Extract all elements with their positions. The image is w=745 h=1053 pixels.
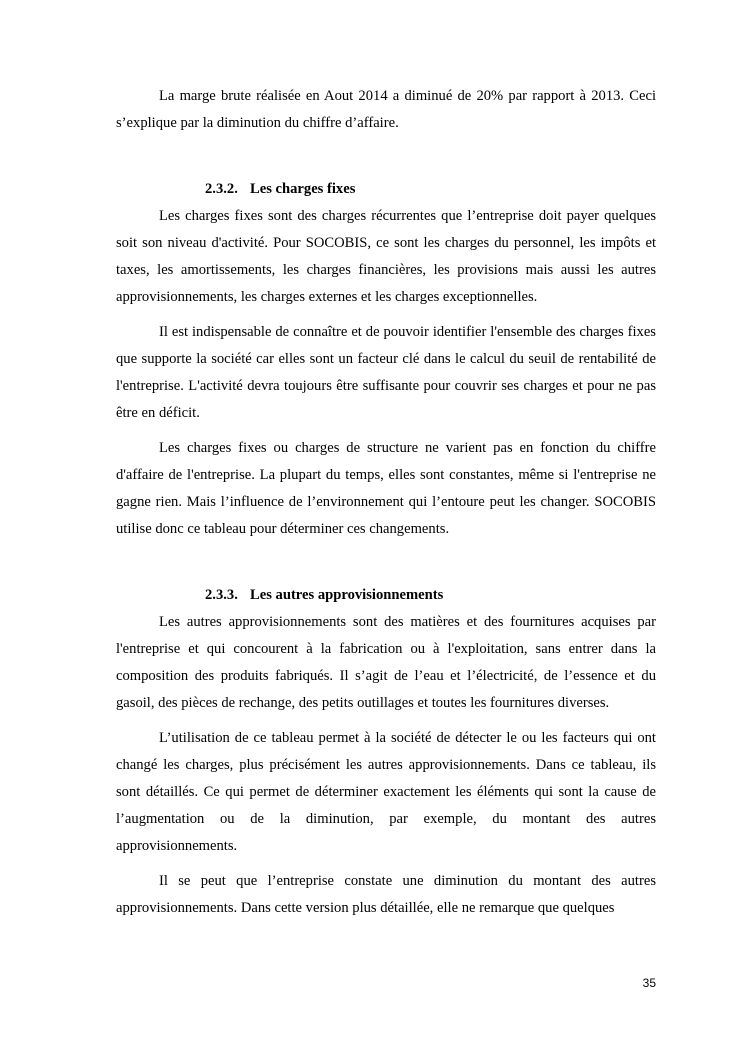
paragraph-gross-margin: La marge brute réalisée en Aout 2014 a diminué de 20% par rapport à 2013. Ceci s’explique par la diminution du chiffre d’affaire. [116, 88, 656, 131]
paragraph-spacer [116, 860, 656, 868]
paragraph-diminution-montant: Il se peut que l’entreprise constate une diminution du montant des autres approvisionnements. Dans cette version plus détaillée, elle ne remarque que quelques [116, 873, 656, 916]
section-title: Les autres approvisionnements [250, 587, 444, 603]
section-number: 2.3.3. [205, 587, 238, 603]
section-spacer [116, 137, 656, 176]
page-number: 35 [642, 976, 656, 990]
section-title: Les charges fixes [250, 181, 356, 197]
section-spacer [116, 543, 656, 582]
paragraph-approvisionnements-definition: Les autres approvisionnements sont des matières et des fournitures acquises par l'entreprise et qui concourent à la fabrication ou à l'exploitation, sans entrer dans la composition des produits fabriqués. Il s’agit de l’eau et l’électricité, de l’essence et du gasoil, des pièces de rechange, des petits outillages et toutes les fournitures diverses. [116, 614, 656, 711]
page-content [116, 83, 656, 922]
paragraph-spacer [116, 717, 656, 725]
section-number: 2.3.2. [205, 181, 238, 197]
paragraph-charges-fixes-definition: Les charges fixes sont des charges récurrentes que l’entreprise doit payer quelques soit son niveau d'activité. Pour SOCOBIS, ce sont les charges du personnel, les impôts et taxes, les amortissements, les charges financières, les provisions mais aussi les autres approvisionnements, les charges externes et les charges exceptionnelles. [116, 208, 656, 305]
paragraph-spacer [116, 311, 656, 319]
paragraph-charges-fixes-importance: Il est indispensable de connaître et de pouvoir identifier l'ensemble des charges fixes que supporte la société car elles sont un facteur clé dans le calcul du seuil de rentabilité de l'entreprise. L'activité devra toujours être suffisante pour couvrir ses charges et pour ne pas être en déficit. [116, 324, 656, 421]
paragraph-charges-structure: Les charges fixes ou charges de structure ne varient pas en fonction du chiffre d'affaire de l'entreprise. La plupart du temps, elles sont constantes, même si l'entreprise ne gagne rien. Mais l’influence de l’environnement qui l’entoure peut les changer. SOCOBIS utilise donc ce tableau pour déterminer ces changements. [116, 440, 656, 537]
paragraph-tableau-utilisation: L’utilisation de ce tableau permet à la société de détecter le ou les facteurs qui ont changé les charges, plus précisément les autres approvisionnements. Dans ce tableau, ils sont détaillés. Ce qui permet de déterminer exactement les éléments qui sont la cause de l’augmentation ou de la diminution, par exemple, du montant des autres approvisionnements. [116, 730, 656, 854]
paragraph-spacer [116, 427, 656, 435]
section-heading-charges-fixes [116, 176, 656, 203]
section-heading-autres-approvisionnements [116, 582, 656, 609]
